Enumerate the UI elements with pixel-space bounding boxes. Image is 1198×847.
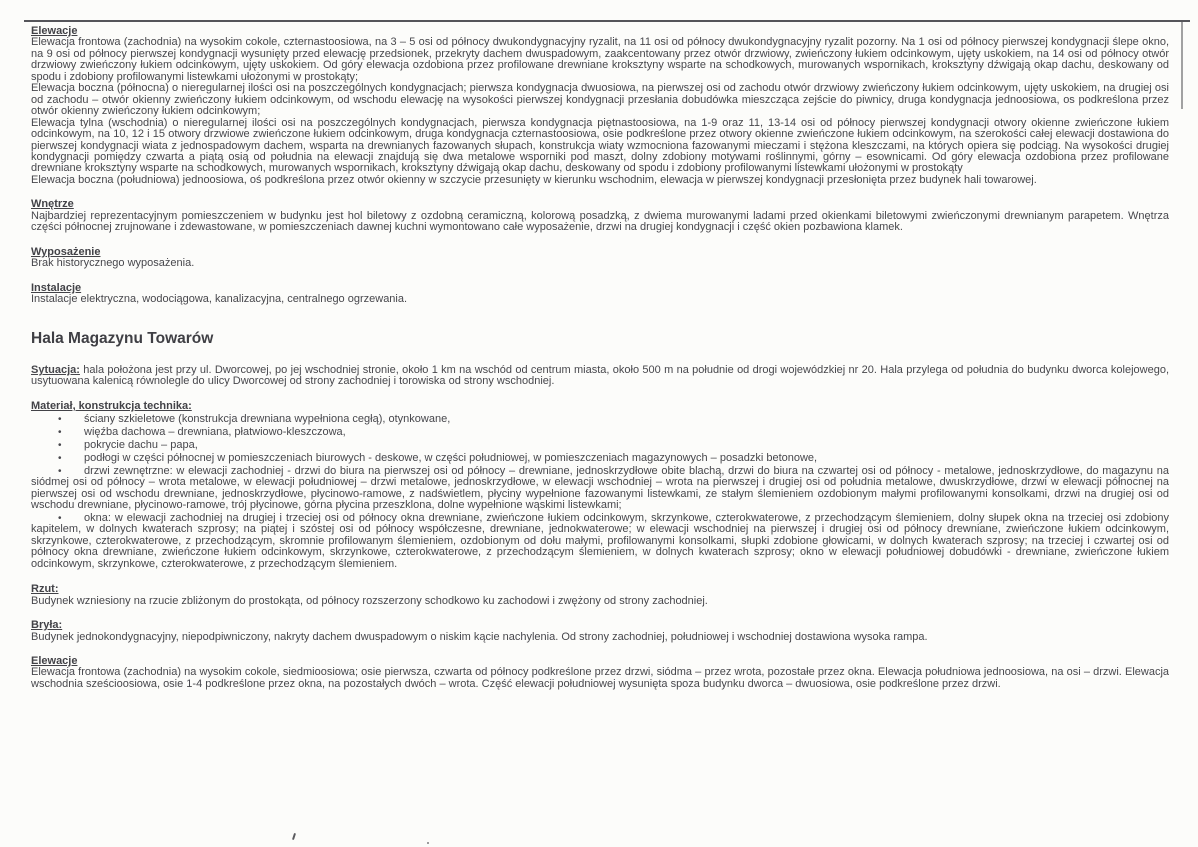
- bullet-item-podlogi: [31, 453, 1169, 464]
- scan-artifact-tick: [292, 833, 296, 840]
- bullet-item-okna: [31, 513, 1169, 570]
- page-top-border-line: [24, 20, 1190, 22]
- bullet-text: podłogi w części północnej w pomieszczeniach biurowych - deskowe, w części południowej, w pomieszczeniach magazynowych – posadzki betonowe,: [84, 451, 818, 464]
- inline-heading-sytuacja: Sytuacja:: [31, 363, 80, 376]
- paragraph-wyposazenie: Brak historycznego wyposażenia.: [31, 257, 195, 270]
- bullet-icon: •: [58, 413, 62, 425]
- section-heading-elewacje-hali: Elewacje: [31, 655, 78, 668]
- paragraph-elewacje-hali: Elewacja frontowa (zachodnia) na wysokim cokole, siedmioosiowa; osie pierwsza, czwarta od północy podkreślone przez drzwi, siódma – przez wrota, pozostałe przez okna. Elewacja południowa jednoosiowa, na osi – drzwi. Elewacja wschodnia sześcioosiowa, osie 1-4 podkreślone przez okna, na pozostałych dwóch – wrota. Część elewacji południowej wysunięta spoza budynku dworca – dwuosiowa, osie podkreślone przez drzwi.: [31, 666, 1169, 690]
- bullet-text: więźba dachowa – drewniana, płatwiowo-kleszczowa,: [84, 425, 346, 438]
- section-elewacje-hali: [31, 656, 1169, 690]
- chapter-heading-hala-magazynu: Hala Magazynu Towarów: [31, 329, 214, 347]
- section-wyposazenie: [31, 247, 1169, 270]
- bullet-icon: •: [58, 452, 62, 464]
- paragraph-elewacja-boczna-polnocna: Elewacja boczna (północna) o nieregularnej ilości osi na poszczególnych kondygnacjach; pierwsza kondygnacja dwuosiowa, na pierwszej osi od zachodu otwór drzwiowy zwieńczony łukiem odcinkowym, ujęty uskokiem, na drugiej osi od zachodu – otwór okienny zwieńczony łukiem odcinkowym, od wschodu elewację na wysokości pierwszej kondygnacji przesłania dobudówka mieszcząca zejście do piwnicy, druga kondygnacja jednoosiowa, os podkreślona przez otwór okienny zwieńczony łukiem odcinkowym;: [31, 82, 1169, 118]
- section-wnetrze: [31, 199, 1169, 233]
- bullet-item-pokrycie: [31, 440, 1169, 451]
- paragraph-elewacja-frontowa: Elewacja frontowa (zachodnia) na wysokim cokole, czternastoosiowa, na 3 – 5 osi od północy dwukondygnacyjny ryzalit, na 11 osi od północy dwukondygnacyjny ryzalit pozorny. Na 1 osi od północy pierwszej kondygnacji ślepe okno, na 9 osi od północy pierwszej kondygnacji wysunięty przed elewację przedsionek, przekryty dachem dwuspadowym, zaakcentowany przez otwór drzwiowy, zwieńczony łukiem odcinkowym, ujęty uskokiem, na 14 osi od północy otwór drzwiowy zwieńczony łukiem odcinkowym, ujęty uskokiem. Od góry elewacja ozdobiona przez profilowane drewniane kroksztyny wsparte na schodkowych, murowanych wspornikach, kroksztyny dźwigają okap dachu, deskowany od spodu i zdobiony profilowanymi listewkami ułożonymi w prostokąty;: [31, 36, 1169, 83]
- section-sytuacja: [31, 365, 1169, 388]
- section-bryla: [31, 620, 1169, 643]
- bullet-text: drzwi zewnętrzne: w elewacji zachodniej - drzwi do biura na pierwszej osi od północy – drewniane, jednoskrzydłowe obite blachą, drzwi do biura na czwartej osi od północy - metalowe, jednoskrzydłowe, do magazynu na siódmej osi od północy – wrota metalowe, w elewacji południowej – drzwi metalowe, jednoskrzydłowe, w elewacji wschodniej – wrota na pierwszej i drugiej osi od południa metalowe, dwuskrzydłowe, drzwi w elewacji północnej na pierwszej osi od wschodu drewniane, jednoskrzydłowe, płycinowo-ramowe, z nadświetlem, płyciny wypełnione fazowanymi listewkami, ze stałym ślemieniem ozdobionym małymi profilowanymi konsolkami, drzwi na drugiej osi od wschodu drewniane, płycinowo-ramowe, trój płycinowe, górna płycina przeszklona, dolne wypełnione wąskimi listewkami;: [31, 464, 1169, 511]
- section-heading-rzut: Rzut:: [31, 583, 59, 596]
- paragraph-sytuacja-text: hala położona jest przy ul. Dworcowej, po jej wschodniej stronie, około 1 km na wschód od centrum miasta, około 500 m na południe od drogi wojewódzkiej nr 20. Hala przylega od południa do budynku dworca kolejowego, usytuowana kalenicą równolegle do ulicy Dworcowej od strony zachodniej i torowiska od strony wschodniej.: [31, 363, 1170, 388]
- bullet-text: ściany szkieletowe (konstrukcja drewniana wypełniona cegłą), otynkowane,: [84, 412, 451, 425]
- bullet-icon: •: [58, 426, 62, 438]
- document-content: [31, 25, 1169, 690]
- bullet-item-sciany: [31, 414, 1169, 425]
- section-heading-wyposazenie: Wyposażenie: [31, 245, 101, 258]
- section-elewacje-dworca: [31, 26, 1169, 186]
- bullet-item-drzwi: [31, 466, 1169, 512]
- section-instalacje: [31, 283, 1169, 306]
- paragraph-elewacja-boczna-poludniowa: Elewacja boczna (południowa) jednoosiowa, oś podkreślona przez otwór okienny w szczycie przesunięty w kierunku wschodnim, elewacja w pierwszej kondygnacji przesłonięta przez budynek hali towarowej.: [31, 173, 1037, 186]
- paragraph-wnetrze: Najbardziej reprezentacyjnym pomieszczeniem w budynku jest hol biletowy z ozdobną ceramiczną, kolorową posadzką, z dwiema murowanymi ladami przed okienkami biletowymi zwieńczonymi drewnianym parapetem. Wnętrza części północnej zrujnowane i zdewastowane, w pomieszczeniach dawnej kuchni wymontowano całe wyposażenie, drzwi na drugiej kondygnacji i część okien pozbawiona klamek.: [31, 209, 1169, 234]
- page-right-border-line: [1181, 21, 1183, 109]
- section-heading-wnetrze: Wnętrze: [31, 198, 74, 211]
- paragraph-rzut: Budynek wzniesiony na rzucie zbliżonym do prostokąta, od północy rozszerzony schodkowo ku zachodowi i zwężony od strony zachodniej.: [31, 594, 708, 607]
- section-heading-elewacje: Elewacje: [31, 25, 78, 37]
- section-heading-material: Materiał, konstrukcja technika:: [31, 399, 192, 412]
- bullet-item-wiezba: [31, 427, 1169, 438]
- paragraph-sytuacja: [31, 365, 1169, 388]
- bullet-text: pokrycie dachu – papa,: [84, 438, 198, 451]
- bullet-icon: •: [58, 465, 62, 477]
- paragraph-instalacje: Instalacje elektryczna, wodociągowa, kanalizacyjna, centralnego ogrzewania.: [31, 293, 408, 306]
- paragraph-elewacja-tylna: Elewacja tylna (wschodnia) o nieregularnej ilości osi na poszczególnych kondygnacjach, pierwsza kondygnacja piętnastoosiowa, na 1-9 oraz 11, 13-14 osi od północy pierwszej kondygnacji otwory okienne zwieńczone łukiem odcinkowym, na 10, 12 i 15 otwory drzwiowe zwieńczone łukiem odcinkowym, druga kondygnacja czternastoosiowa, osie podkreślone przez otwory okienne zwieńczone łukiem odcinkowym, na szerokości całej elewacji dostawiona do pierwszej kondygnacji wiata z jednospadowym dachem, wsparta na drewnianych fazowanych słupach, konstrukcja wiaty wzmocniona fazowanymi mieczami i stężona kleszczami, na których opiera się podciąg. Na wysokości drugiej kondygnacji pomiędzy czwarta a piątą osią od południa na elewacji znajdują się dwa metalowe wsporniki pod maszt, dolny zdobiony motywami roślinnymi, górny – esownicami. Od góry elewacja ozdobiona przez profilowane drewniane kroksztyny wsparte na schodkowych, murowanych wspornikach, kroksztyny dźwigają okap dachu, deskowany od spodu i zdobiony profilowanymi listewkami ułożonymi w prostokąty: [31, 116, 1169, 175]
- bullet-text: okna: w elewacji zachodniej na drugiej i trzeciej osi od północy okna drewniane, zwieńczone łukiem odcinkowym, skrzynkowe, czterokwaterowe, z przechodzącym ślemieniem, dolny słupek okna na trzeciej osi zdobiony kapitelem, w dolnych kwaterach szprosy; na piątej i szóstej osi od północy współczesne, drewniane, jednokwaterowe; w elewacji wschodniej na pierwszej i drugiej osi od północy drewniane, zwieńczone łukiem odcinkowym, skrzynkowe, czterokwaterowe, z przechodzącym, skromnie profilowanym ślemieniem, ozdobionym od dołu małymi, profilowanymi konsolkami, słupki zdobione głowicami, w dolnych kwaterach szprosy; na trzeciej i czwartej osi od północy okna drewniane, zwieńczone łukiem odcinkowym, skrzynkowe, czterokwaterowe, z przechodzącym ślemieniem, w dolnych kwaterach szprosy; okno w elewacji południowej dobudówki - drewniane, zwieńczone łukiem odcinkowym, skrzynkowe, czterokwaterowe, z przechodzącym ślemieniem.: [31, 511, 1169, 570]
- paragraph-bryla: Budynek jednokondygnacyjny, niepodpiwniczony, nakryty dachem dwuspadowym o niskim kącie nachylenia. Od strony zachodniej, południowej i wschodniej dostawiona wysoka rampa.: [31, 630, 928, 643]
- bullet-icon: •: [58, 439, 62, 451]
- section-heading-bryla: Bryła:: [31, 619, 63, 632]
- scan-artifact-dot: [427, 842, 429, 844]
- section-rzut: [31, 584, 1169, 607]
- section-heading-instalacje: Instalacje: [31, 281, 82, 294]
- bullet-icon: •: [58, 512, 62, 524]
- section-material-konstrukcja: [31, 401, 1169, 570]
